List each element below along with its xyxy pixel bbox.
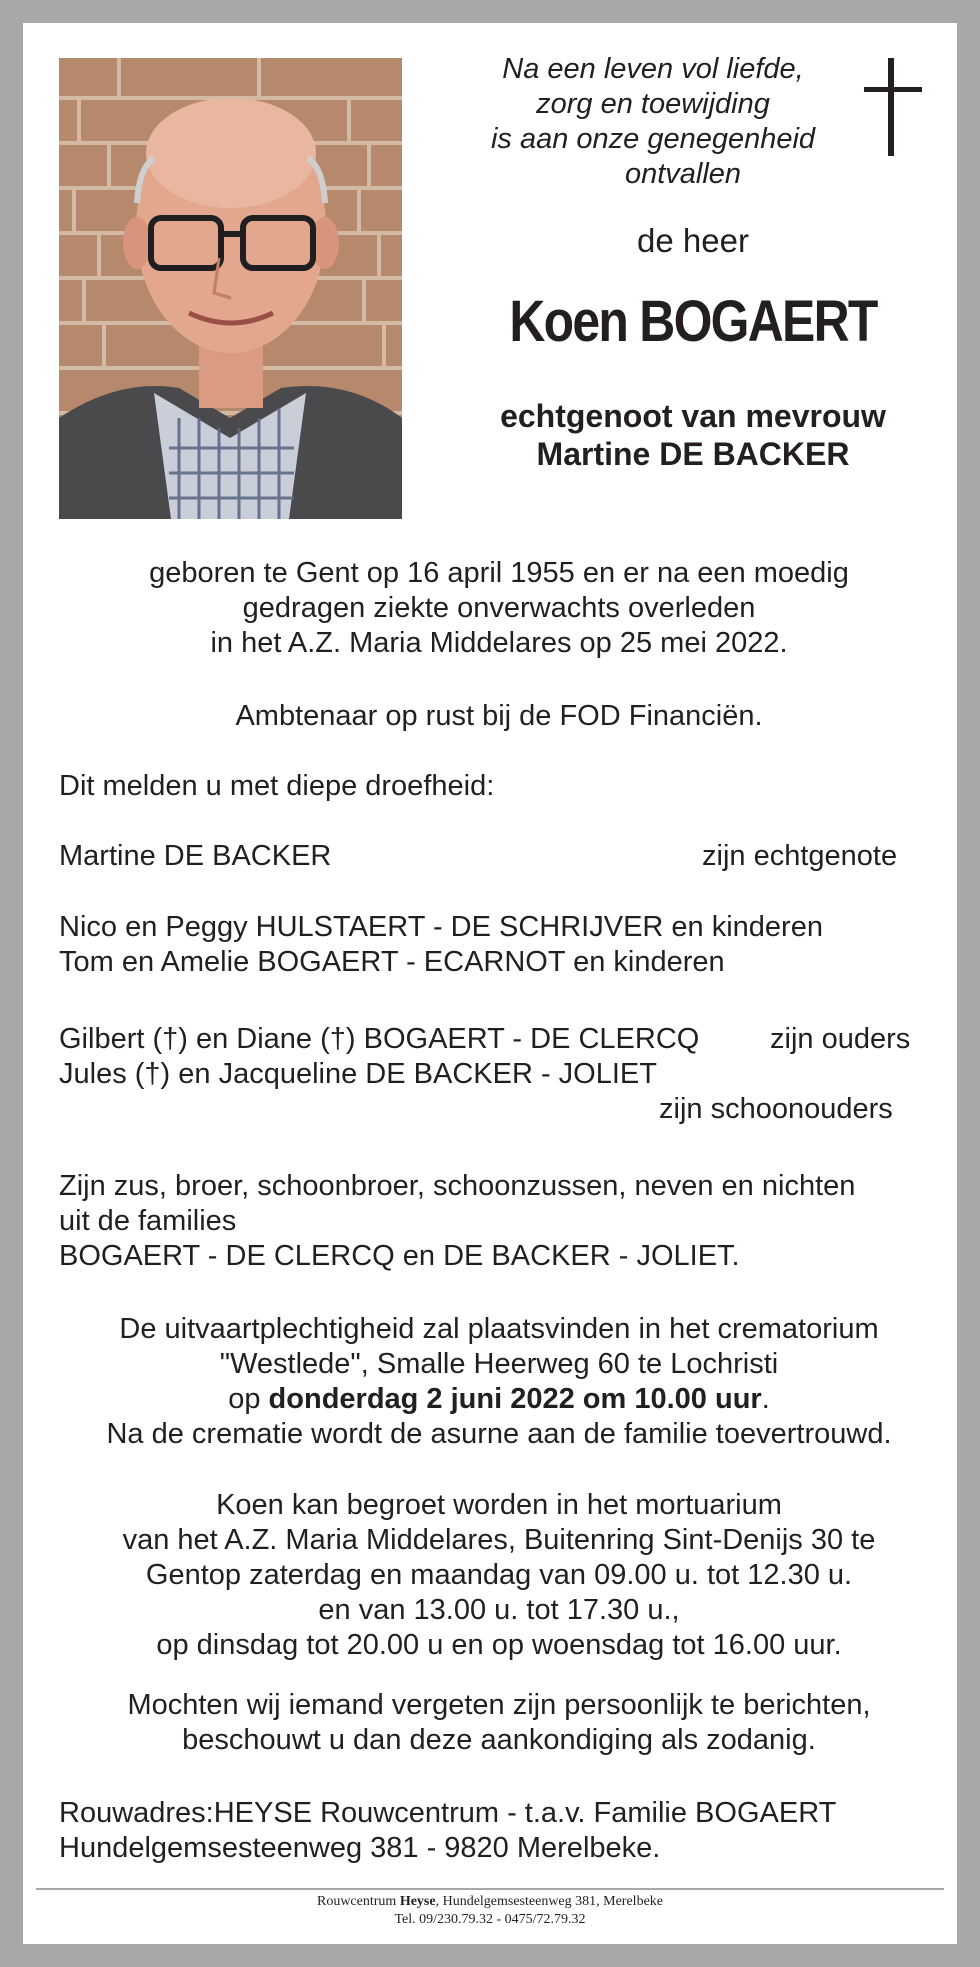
family-line: Zijn zus, broer, schoonbroer, schoonzussen, neven en nichten <box>59 1170 856 1202</box>
family-line: BOGAERT - DE CLERCQ en DE BACKER - JOLIET. <box>59 1240 740 1272</box>
intro-line: is aan onze genegenheid <box>490 123 816 155</box>
notice-text <box>59 1688 939 1758</box>
visiting-line: en van 13.00 u. tot 17.30 u., <box>318 1594 680 1626</box>
birth-line: in het A.Z. Maria Middelares op 25 mei 2022. <box>210 627 788 659</box>
announcement: Dit melden u met diepe droefheid: <box>59 770 495 802</box>
ceremony-line: "Westlede", Smalle Heerweg 60 te Lochristi <box>219 1348 779 1380</box>
family-line: uit de families <box>59 1205 237 1237</box>
title-prefix: de heer <box>637 222 749 259</box>
profession: Ambtenaar op rust bij de FOD Financiën. <box>235 700 763 732</box>
in-laws-line: Jules (†) en Jacqueline DE BACKER - JOLIET <box>59 1058 657 1090</box>
spouse-info <box>413 397 973 473</box>
intro-line: ontvallen <box>624 158 742 190</box>
spouse-line: echtgenoot van mevrouw <box>500 398 886 434</box>
children-list <box>59 910 939 980</box>
visiting-line: op dinsdag tot 20.00 u en op woensdag tot 16.00 uur. <box>156 1629 842 1661</box>
birth-line: geboren te Gent op 16 april 1955 en er na een moedig <box>149 557 849 589</box>
visiting-line: van het A.Z. Maria Middelares, Buitenring Sint-Denijs 30 te <box>122 1524 876 1556</box>
visiting-line: Gentop zaterdag en maandag van 09.00 u. tot 12.30 u. <box>145 1559 853 1591</box>
ceremony-info <box>59 1312 939 1452</box>
address-line: Hundelgemsesteenweg 381 - 9820 Merelbeke. <box>59 1832 661 1864</box>
parents-line: Gilbert (†) en Diane (†) BOGAERT - DE CLERCQ <box>59 1023 700 1055</box>
intro-line: zorg en toewijding <box>536 88 770 120</box>
deceased-name: Koen BOGAERT <box>509 289 877 354</box>
wife-relation: zijn echtgenote <box>702 840 898 872</box>
birth-line: gedragen ziekte onverwachts overleden <box>242 592 756 624</box>
visiting-info <box>59 1488 939 1663</box>
in-laws-relation: zijn schoonouders <box>659 1093 893 1125</box>
address-line: Rouwadres:HEYSE Rouwcentrum - t.a.v. Familie BOGAERT <box>59 1797 837 1829</box>
ceremony-line: De uitvaartplechtigheid zal plaatsvinden in het crematorium <box>119 1313 879 1345</box>
parents-relation: zijn ouders <box>770 1023 911 1055</box>
cross-icon <box>864 58 922 156</box>
footer-line: Rouwcentrum Heyse, Hundelgemsesteenweg 381, Merelbeke <box>316 1894 664 1909</box>
obituary-card <box>23 23 957 1944</box>
visiting-line: Koen kan begroet worden in het mortuarium <box>216 1489 782 1521</box>
mourning-address <box>59 1796 939 1866</box>
wife-name: Martine DE BACKER <box>59 840 332 872</box>
spouse-line: Martine DE BACKER <box>536 436 850 472</box>
child-line: Nico en Peggy HULSTAERT - DE SCHRIJVER en kinderen <box>59 911 823 943</box>
intro-line: Na een leven vol liefde, <box>502 53 804 85</box>
notice-line: beschouwt u dan deze aankondiging als zodanig. <box>182 1724 816 1756</box>
funeral-home-name: Heyse <box>399 1894 436 1909</box>
intro-text <box>413 52 893 192</box>
family-info <box>59 1169 939 1274</box>
ceremony-line: Na de crematie wordt de asurne aan de familie toevertrouwd. <box>106 1418 892 1450</box>
wife-row <box>59 839 939 874</box>
footer-divider <box>36 1888 944 1890</box>
footer-phone: Tel. 09/230.79.32 - 0475/72.79.32 <box>394 1912 586 1927</box>
birth-info <box>59 556 939 661</box>
parents-list <box>59 1022 939 1127</box>
ceremony-date-line: op donderdag 2 juni 2022 om 10.00 uur. <box>228 1383 770 1415</box>
notice-line: Mochten wij iemand vergeten zijn persoonlijk te berichten, <box>127 1689 871 1721</box>
ceremony-date: donderdag 2 juni 2022 om 10.00 uur <box>268 1383 762 1415</box>
child-line: Tom en Amelie BOGAERT - ECARNOT en kinderen <box>59 946 725 978</box>
portrait-photo <box>59 58 402 519</box>
funeral-home-footer <box>23 1893 957 1929</box>
